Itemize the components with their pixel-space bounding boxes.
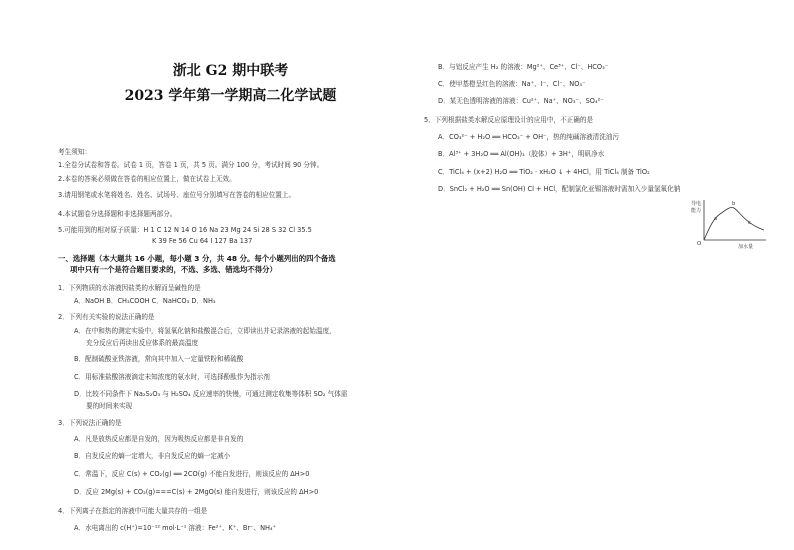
notice-item: 5.可能用到的相对原子质量：H 1 C 12 N 14 O 16 Na 23 Mg 24 Si 28 S 32 Cl 35.5 — [58, 226, 312, 234]
question-option: D．比较不同条件下 Na₂S₂O₃ 与 H₂SO₄ 反应速率的快慢，可通过测定收集等体积 SO₂ 气体需 — [74, 390, 348, 398]
question-option: A．凡是放热反应都是自发的，因为吸热反应都是非自发的 — [74, 435, 244, 443]
question-stem: 1．下列物质的水溶液因盐类的水解而呈碱性的是 — [58, 284, 201, 292]
question-stem: 5．下列根据盐类水解反应原理设计的应用中，不正确的是 — [424, 116, 594, 124]
question-option: C．使甲基橙呈红色的溶液：Na⁺、I⁻、Cl⁻、NO₃⁻ — [438, 80, 586, 88]
question-option: B．与铝反应产生 H₂ 的溶液：Mg²⁺、Ce³⁺、Cl⁻、HCO₃⁻ — [438, 63, 609, 71]
notice-item: 2.本卷的答案必须做在答卷的相应位置上，做在试卷上无效。 — [58, 175, 236, 183]
notice-item: 1.全卷分试卷和答卷。试卷 1 页，答卷 1 页，共 5 页。满分 100 分，考试时间 90 分钟。 — [58, 161, 324, 169]
question-option: A．水电离出的 c(H⁺)=10⁻¹² mol·L⁻¹ 溶液：Fe²⁺、K⁺、Br⁻、NH₄⁺ — [74, 524, 277, 532]
notice-item: 3.请用钢笔或水笔将姓名、姓名、试场号、座位号分别填写在答卷的相应位置上。 — [58, 191, 296, 199]
point-a-label: a — [714, 216, 718, 222]
point-c-label: c — [748, 220, 751, 226]
notice-heading: 考生须知： — [58, 148, 91, 156]
y-axis-label-1: 导电 — [691, 201, 702, 207]
question-option: B．配制硫酸亚铁溶液，常向其中加入一定量铁粉和稀硫酸 — [74, 355, 244, 363]
question-option: B．Al³⁺ + 3H₂O ══ Al(OH)₃（胶体）+ 3H⁺，明矾净水 — [438, 150, 605, 158]
notice-item: K 39 Fe 56 Cu 64 I 127 Ba 137 — [152, 237, 253, 245]
section-heading: 一、选择题（本大题共 16 小题，每小题 3 分，共 48 分。每个小题列出的四个备选 — [58, 254, 336, 263]
question-option: A．在中和热的测定实验中，将氢氧化钠和盐酸混合后，立即读出并记录溶液的起始温度， — [74, 327, 336, 335]
question-stem: 4．下列离子在指定的溶液中可能大量共存的一组是 — [58, 507, 208, 515]
question-option: D．某无色透明溶液的溶液：Cu²⁺、Na⁺、NO₃⁻、SO₄²⁻ — [438, 97, 604, 105]
question-stem: 2．下列有关实验的说法正确的是 — [58, 313, 155, 321]
question-option: C．TiCl₄ + (x+2) H₂O ══ TiO₂ · xH₂O ↓ + 4HCl，用 TiCl₄ 制备 TiO₂ — [438, 168, 650, 176]
question-option: A．NaOH B．CH₃COOH C．NaHCO₃ D．NH₃ — [74, 297, 216, 305]
x-axis-label: 加水量 — [738, 244, 754, 250]
question-option: 要的时间来实现 — [86, 402, 133, 410]
notice-item: 4.本试题卷分选择题和非选择题两部分。 — [58, 210, 177, 218]
question-option: A．CO₃²⁻ + H₂O ══ HCO₃⁻ + OH⁻，热的纯碱溶液清洗油污 — [438, 133, 620, 141]
conductivity-curve — [704, 207, 764, 240]
y-axis-label-2: 能力 — [691, 208, 702, 214]
point-b-label: b — [732, 201, 736, 207]
question-option: B．自发反应的熵一定增大，非自发反应的熵一定减小 — [74, 452, 231, 460]
section-heading-2: 项中只有一个是符合题目要求的，不选、多选、错选均不得分） — [70, 265, 277, 274]
question-option: C．用标准盐酸溶液滴定未知浓度的氨水时，可选择酚酞作为指示剂 — [74, 373, 270, 381]
origin-label: O — [697, 241, 702, 247]
conductivity-figure — [690, 196, 770, 250]
question-option: D．反应 2Mg(s) + CO₂(g)===C(s) + 2MgO(s) 能自发进行，则该反应的 ΔH>0 — [74, 488, 319, 496]
question-option: C．常温下，反应 C(s) + CO₂(g) ══ 2CO(g) 不能自发进行，则该反应的 ΔH>0 — [74, 470, 310, 478]
question-stem: 3．下列说法正确的是 — [58, 419, 122, 427]
question-option: 充分反应后再读出反应体系的最高温度 — [86, 339, 199, 347]
exam-title: 浙北 G2 期中联考 — [172, 63, 289, 79]
question-option: D．SnCl₂ + H₂O ══ Sn(OH) Cl + HCl，配制氯化亚锡溶液时需加入少量氢氧化钠 — [438, 185, 681, 193]
exam-subtitle: 2023 学年第一学期高二化学试题 — [124, 88, 337, 104]
